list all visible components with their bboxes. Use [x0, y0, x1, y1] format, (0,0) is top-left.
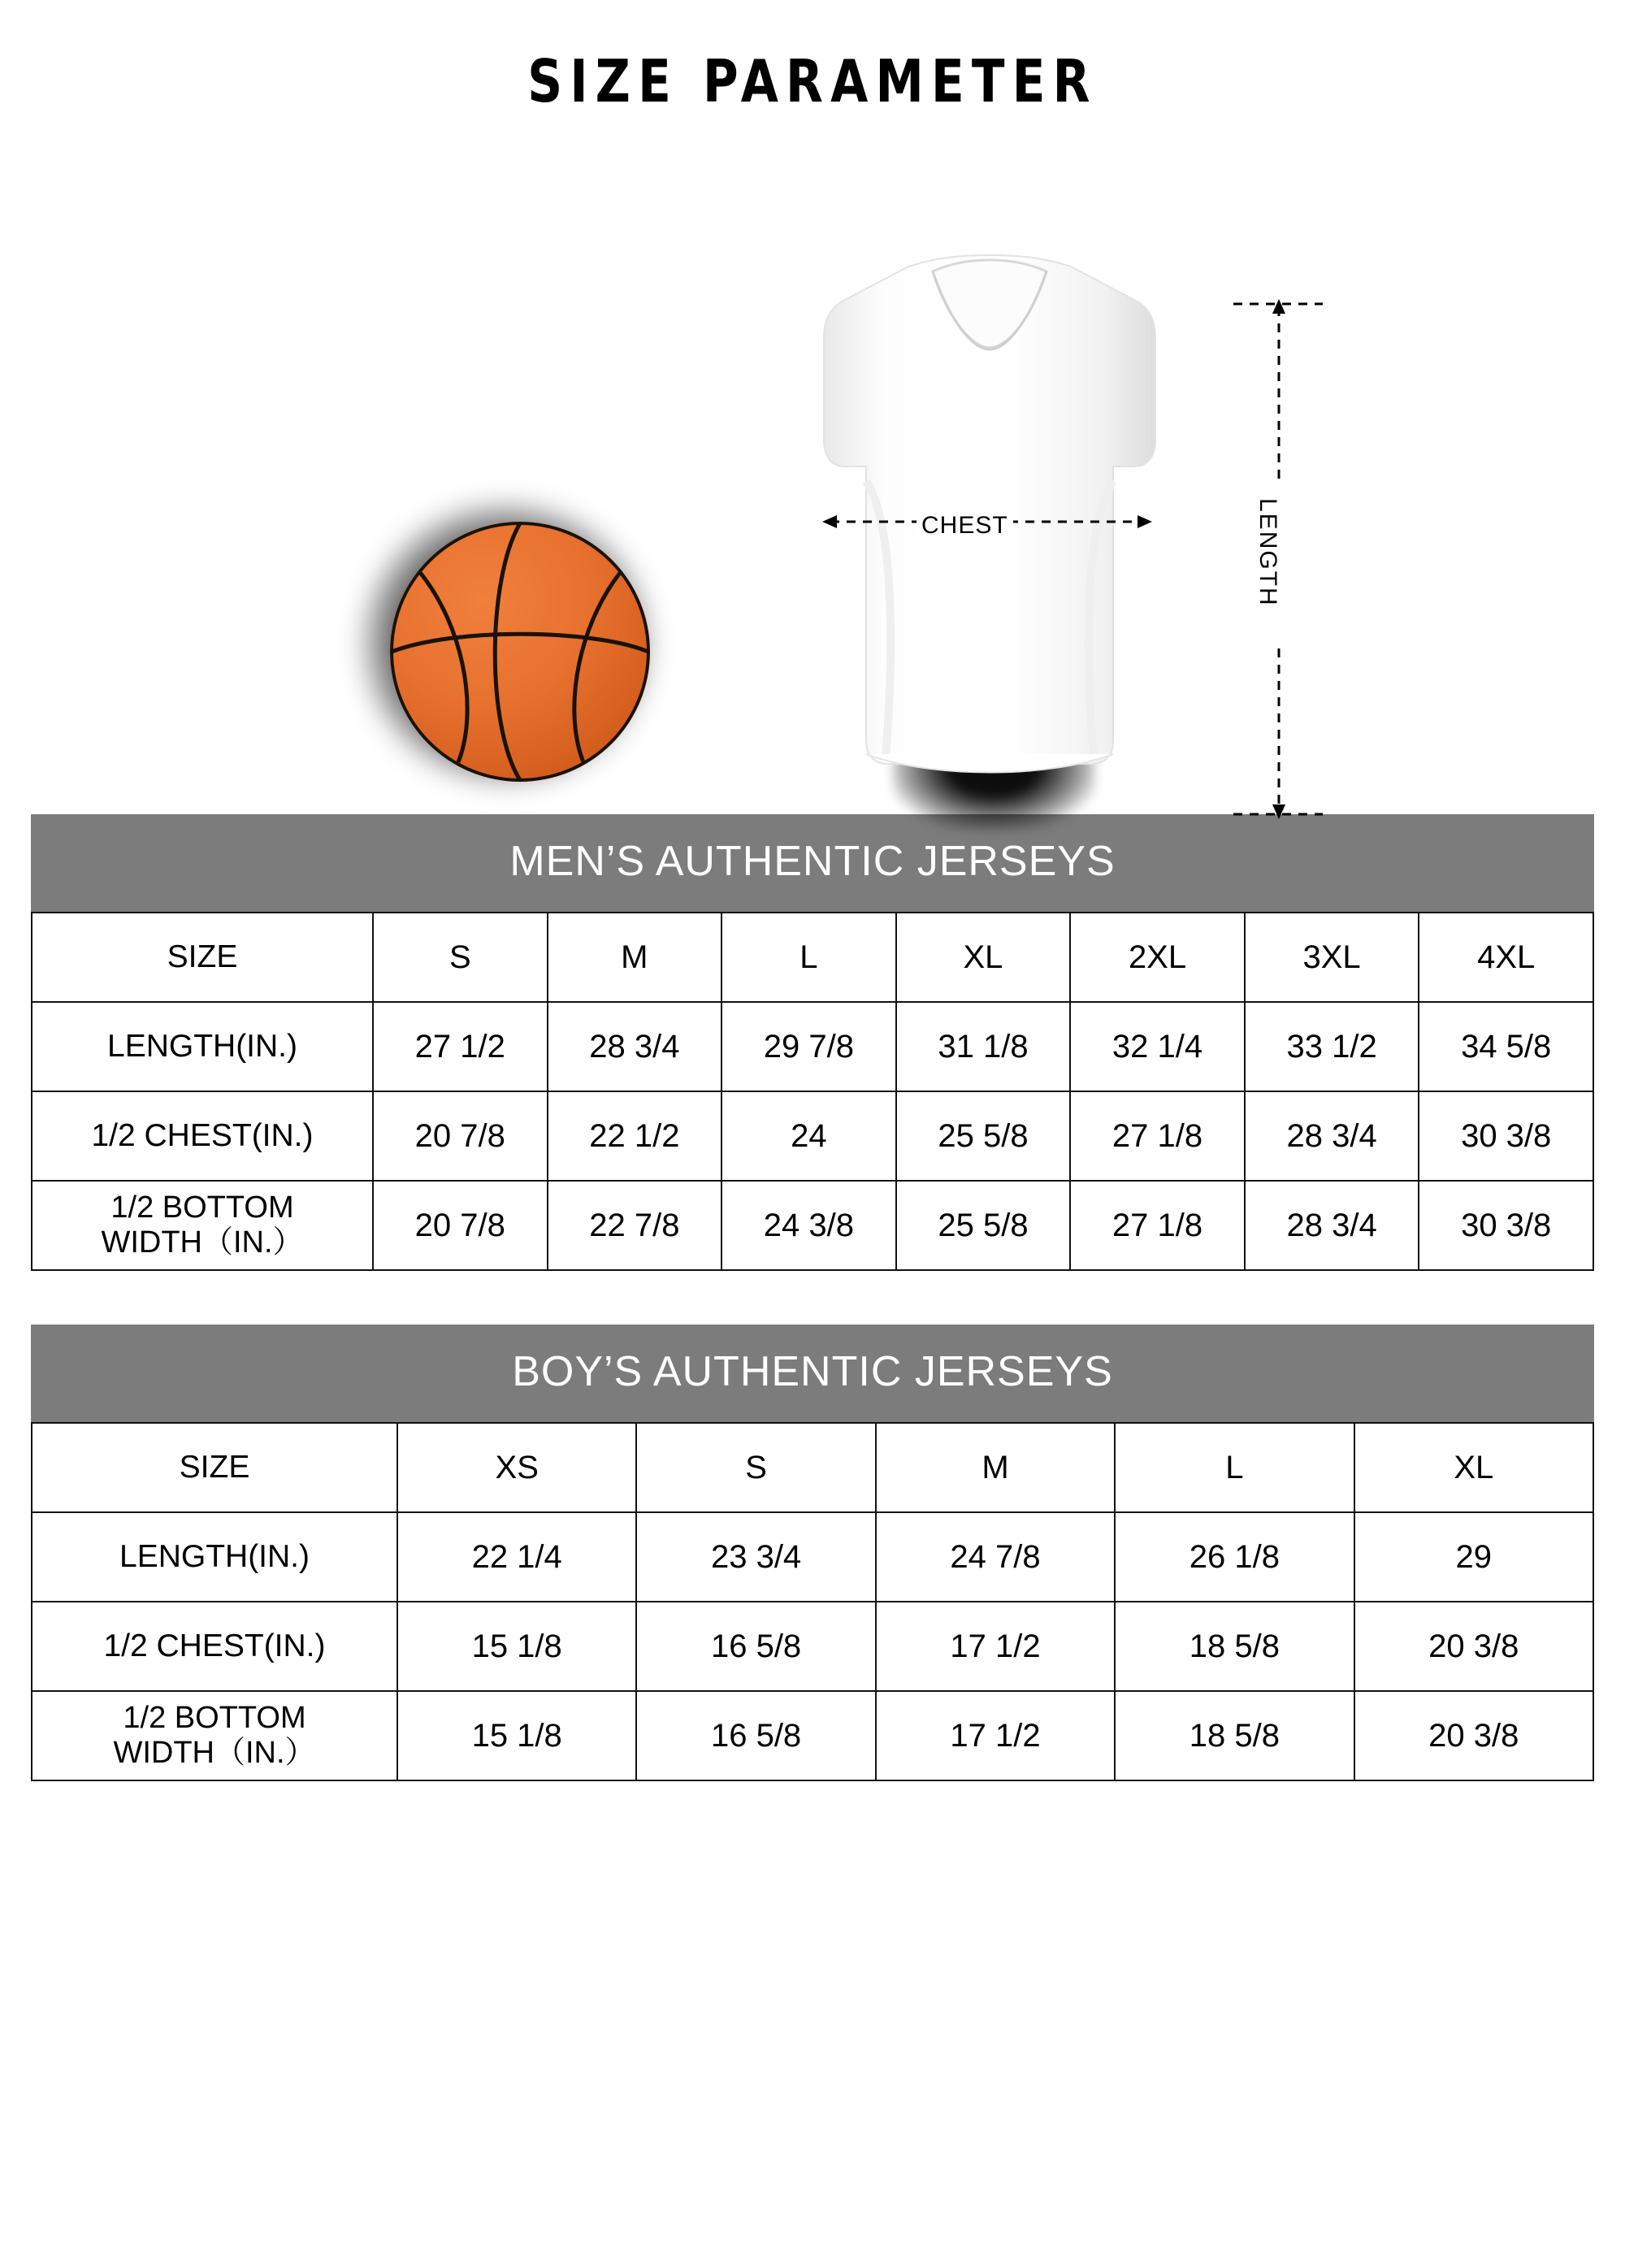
illustration-area	[31, 124, 1594, 806]
table-row	[32, 1602, 1593, 1691]
cell: 24 7/8	[876, 1512, 1115, 1602]
header-cell-4xl: 4XL	[1419, 913, 1593, 1002]
cell: 26 1/8	[1115, 1512, 1354, 1602]
boys-size-table	[31, 1422, 1594, 1781]
cell: 16 5/8	[636, 1602, 875, 1691]
header-cell-xl: XL	[1354, 1423, 1593, 1512]
chest-label: CHEST	[916, 512, 1013, 540]
cell: 27 1/8	[1070, 1091, 1245, 1181]
header-cell-3xl: 3XL	[1245, 913, 1419, 1002]
mens-table-heading: MEN’S AUTHENTIC JERSEYS	[31, 814, 1594, 912]
cell: 33 1/2	[1245, 1002, 1419, 1091]
cell: 20 7/8	[373, 1181, 548, 1270]
header-cell-size: SIZE	[32, 913, 373, 1002]
header-cell-l: L	[722, 913, 896, 1002]
row-label-line1: 1/2 BOTTOM	[110, 1190, 294, 1225]
cell: 24 3/8	[722, 1181, 896, 1270]
row-label-length: LENGTH(IN.)	[32, 1002, 373, 1091]
length-label: LENGTH	[1254, 493, 1281, 612]
basketball-icon	[390, 522, 650, 782]
row-label-line1: 1/2 BOTTOM	[123, 1701, 306, 1736]
row-label-half-chest: 1/2 CHEST(IN.)	[32, 1091, 373, 1181]
cell: 18 5/8	[1115, 1691, 1354, 1780]
cell: 28 3/4	[1245, 1181, 1419, 1270]
table-row	[32, 1091, 1593, 1181]
header-cell-l: L	[1115, 1423, 1354, 1512]
row-label-half-chest: 1/2 CHEST(IN.)	[32, 1602, 397, 1691]
table-header-row	[32, 913, 1593, 1002]
cell: 15 1/8	[397, 1691, 636, 1780]
row-label-line2: WIDTH（IN.）	[113, 1736, 316, 1770]
header-cell-size: SIZE	[32, 1423, 397, 1512]
table-row	[32, 1512, 1593, 1602]
cell: 34 5/8	[1419, 1002, 1593, 1091]
cell: 29 7/8	[722, 1002, 896, 1091]
cell: 20 7/8	[373, 1091, 548, 1181]
header-cell-m: M	[876, 1423, 1115, 1512]
cell: 25 5/8	[896, 1091, 1071, 1181]
row-label-half-bottom-width	[32, 1691, 397, 1780]
header-cell-xs: XS	[397, 1423, 636, 1512]
cell: 20 3/8	[1354, 1691, 1593, 1780]
basketball-illustration	[348, 481, 673, 806]
cell: 17 1/2	[876, 1691, 1115, 1780]
row-label-line2: WIDTH（IN.）	[101, 1225, 304, 1260]
cell: 28 3/4	[1245, 1091, 1419, 1181]
cell: 25 5/8	[896, 1181, 1071, 1270]
row-label-half-bottom-width	[32, 1181, 373, 1270]
cell: 31 1/8	[896, 1002, 1071, 1091]
boys-table-block	[31, 1325, 1594, 1781]
cell: 18 5/8	[1115, 1602, 1354, 1691]
header-cell-2xl: 2XL	[1070, 913, 1245, 1002]
header-cell-s: S	[373, 913, 548, 1002]
cell: 23 3/4	[636, 1512, 875, 1602]
cell: 27 1/8	[1070, 1181, 1245, 1270]
length-measure-arrow	[1225, 262, 1339, 847]
cell: 29	[1354, 1512, 1593, 1602]
cell: 30 3/8	[1419, 1091, 1593, 1181]
table-row	[32, 1002, 1593, 1091]
table-row	[32, 1181, 1593, 1270]
header-cell-s: S	[636, 1423, 875, 1512]
cell: 16 5/8	[636, 1691, 875, 1780]
row-label-length: LENGTH(IN.)	[32, 1512, 397, 1602]
page-title: SIZE PARAMETER	[527, 47, 1098, 115]
cell: 27 1/2	[373, 1002, 548, 1091]
cell: 15 1/8	[397, 1602, 636, 1691]
table-header-row	[32, 1423, 1593, 1512]
cell: 22 1/2	[548, 1091, 722, 1181]
table-spacer	[31, 1271, 1594, 1316]
cell: 20 3/8	[1354, 1602, 1593, 1691]
cell: 28 3/4	[548, 1002, 722, 1091]
header-cell-xl: XL	[896, 913, 1071, 1002]
boys-table-heading: BOY’S AUTHENTIC JERSEYS	[31, 1325, 1594, 1422]
mens-table-block	[31, 814, 1594, 1271]
cell: 32 1/4	[1070, 1002, 1245, 1091]
cell: 22 1/4	[397, 1512, 636, 1602]
mens-size-table	[31, 912, 1594, 1271]
cell: 17 1/2	[876, 1602, 1115, 1691]
cell: 30 3/8	[1419, 1181, 1593, 1270]
table-row	[32, 1691, 1593, 1780]
header-cell-m: M	[548, 913, 722, 1002]
cell: 24	[722, 1091, 896, 1181]
cell: 22 7/8	[548, 1181, 722, 1270]
